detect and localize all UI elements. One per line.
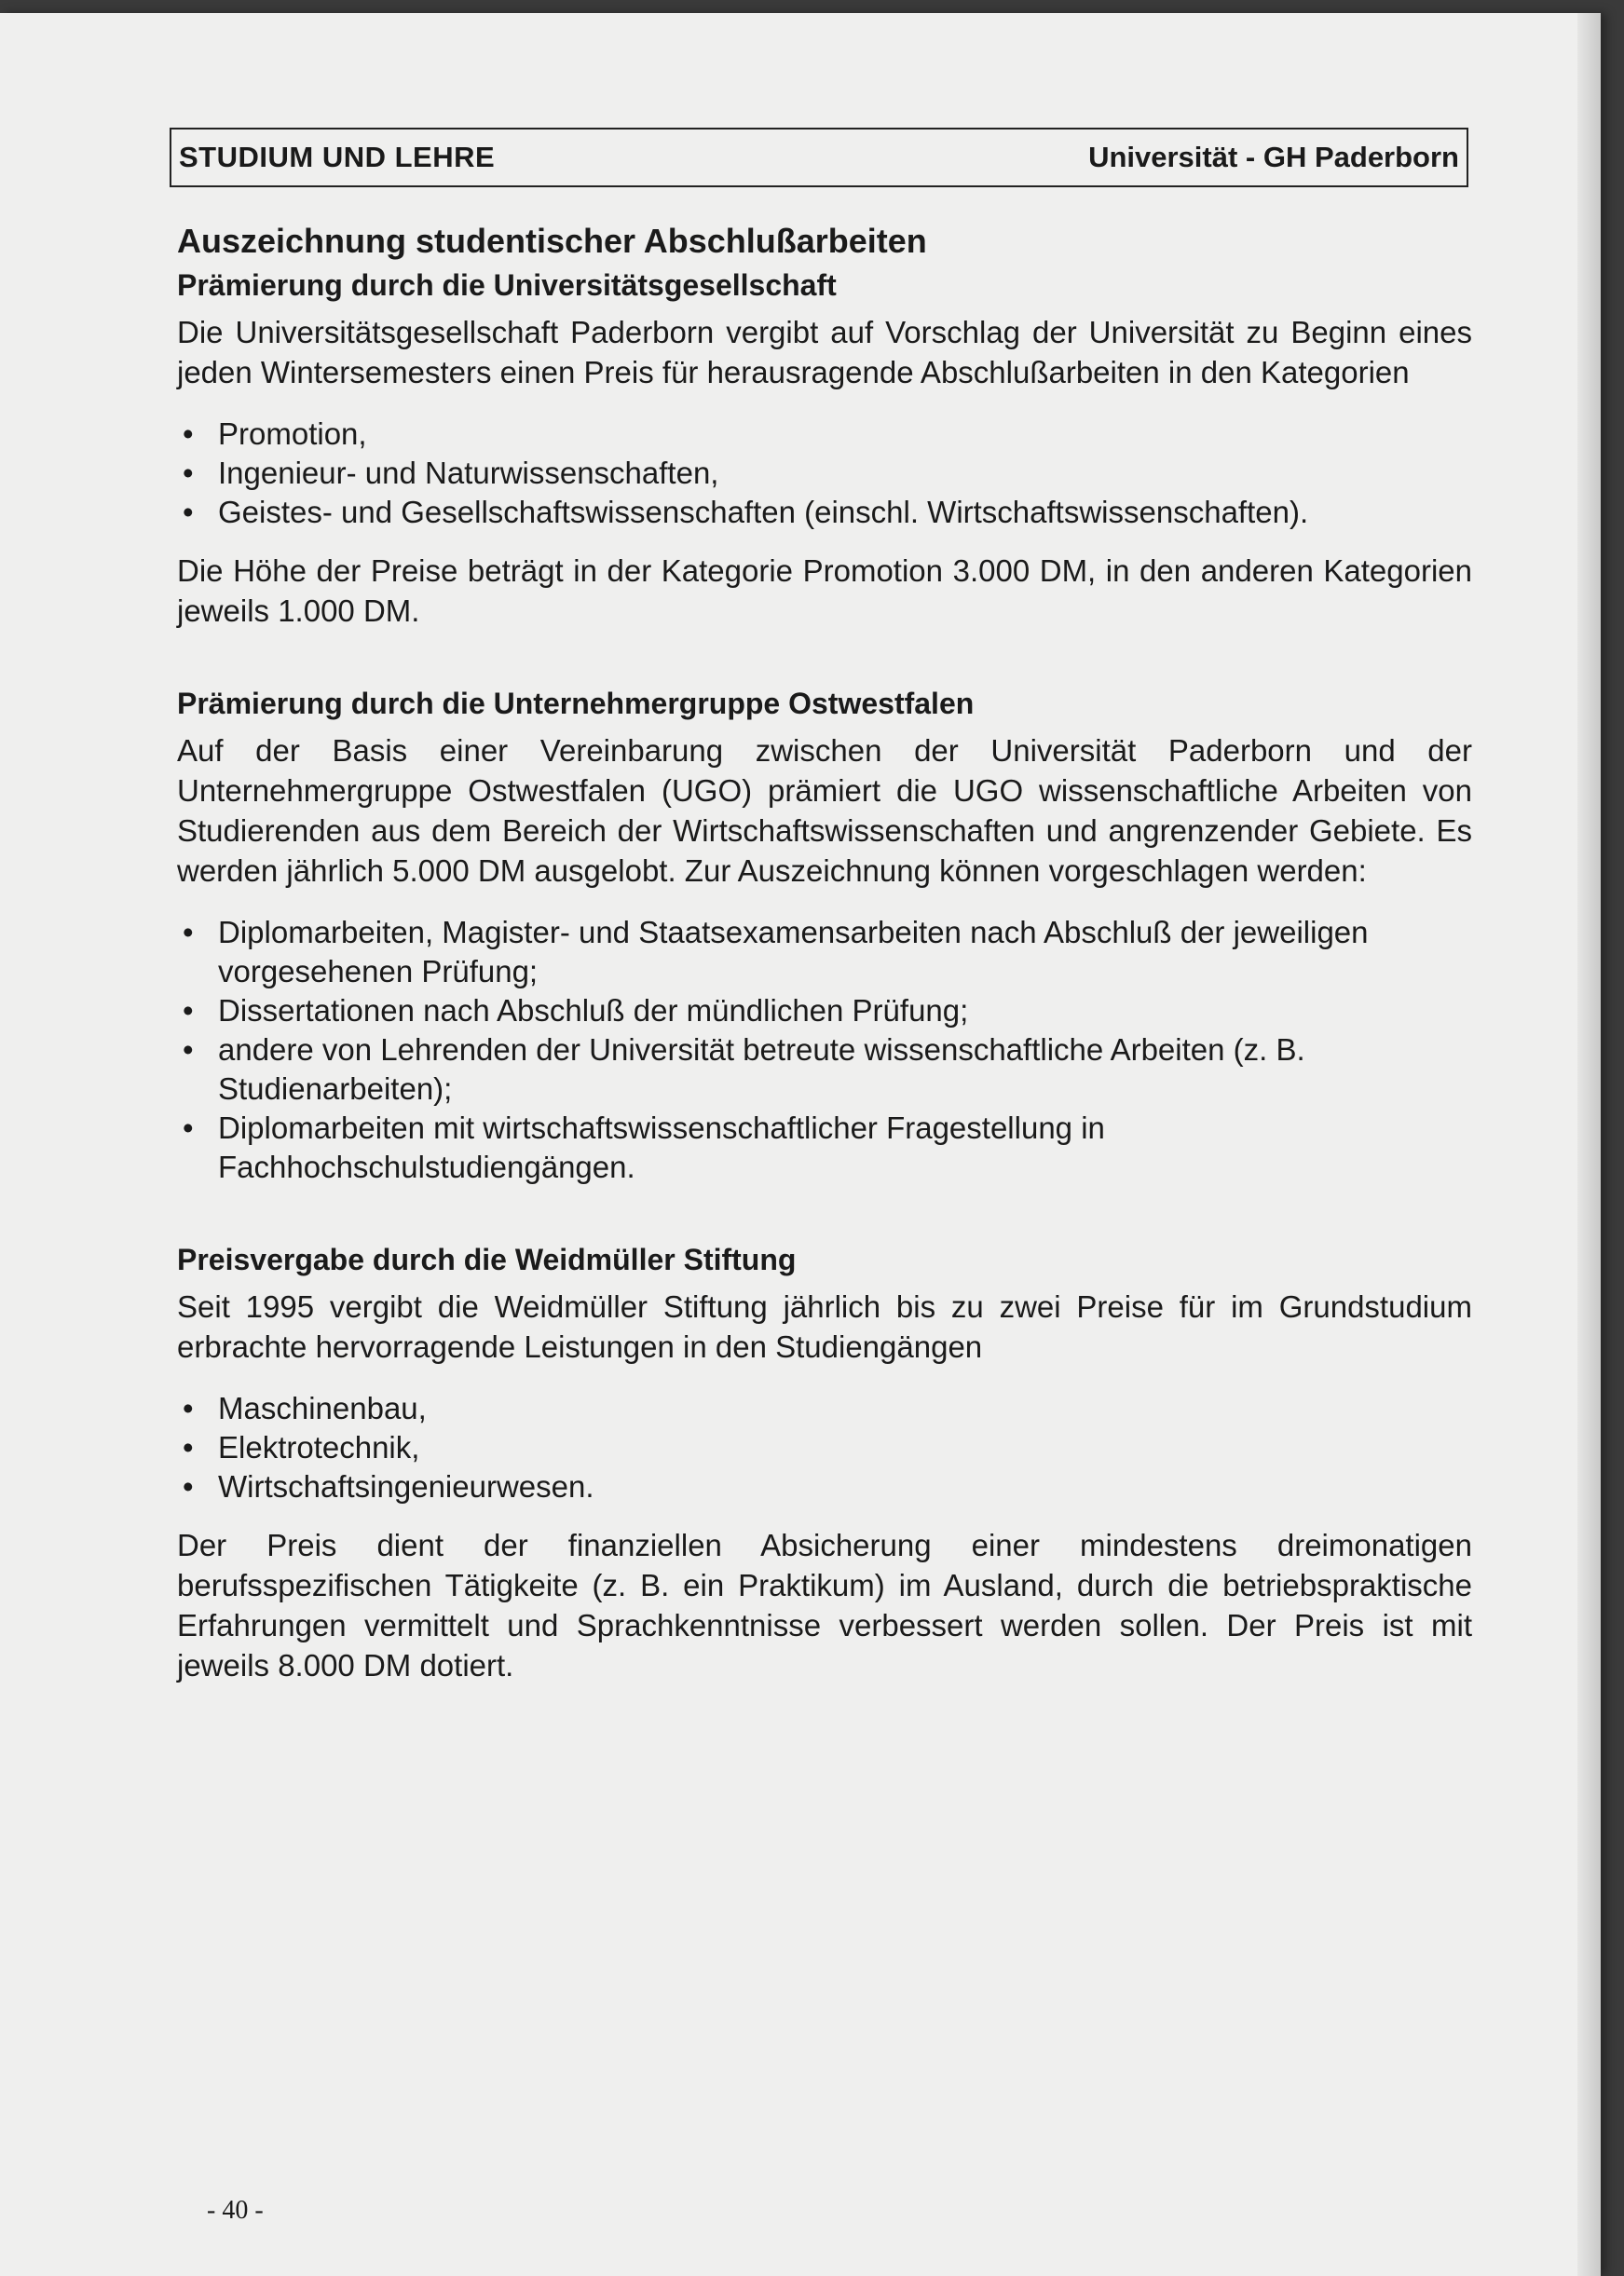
bullet-icon: • xyxy=(183,456,194,490)
eligible-works-list xyxy=(177,913,1472,1187)
section-unternehmergruppe xyxy=(177,687,1472,1187)
section-heading: Preisvergabe durch die Weidmüller Stiftung xyxy=(177,1243,797,1276)
list-item: • Diplomarbeiten mit wirtschaftswissenschaftlicher Fragestellung in Fachhochschulstudiengängen. xyxy=(183,1111,1105,1184)
bullet-icon: • xyxy=(183,1391,194,1425)
section-intro: Die Universitätsgesellschaft Paderborn vergibt auf Vorschlag der Universität zu Beginn eines jeden Wintersemesters einen Preis für herausragende Abschlußarbeiten in den Kategorien xyxy=(177,315,1472,389)
bullet-icon: • xyxy=(183,1032,194,1067)
running-header xyxy=(170,128,1468,187)
bullet-icon: • xyxy=(183,915,194,949)
list-item: • andere von Lehrenden der Universität betreute wissenschaftliche Arbeiten (z. B. Studienarbeiten); xyxy=(183,1032,1305,1106)
page-edge-shadow xyxy=(1577,13,1601,2276)
bullet-icon: • xyxy=(183,1469,194,1504)
section-intro: Auf der Basis einer Vereinbarung zwischen der Universität Paderborn und der Unternehmergruppe Ostwestfalen (UGO) prämiert die UGO wissenschaftliche Arbeiten von Studierenden aus dem Bereich der Wirtschaftswissenschaften und angrenzender Gebiete. Es werden jährlich 5.000 DM ausgelobt. Zur Auszeichnung können vorgeschlagen werden: xyxy=(177,733,1472,888)
bullet-icon: • xyxy=(183,416,194,451)
bullet-icon: • xyxy=(183,993,194,1028)
list-item: • Geistes- und Gesellschaftswissenschaften (einschl. Wirtschaftswissenschaften). xyxy=(177,493,1472,532)
list-item: • Ingenieur- und Naturwissenschaften, xyxy=(177,454,1472,493)
category-list xyxy=(177,415,1472,532)
list-item: • Promotion, xyxy=(177,415,1472,454)
section-outro: Die Höhe der Preise beträgt in der Kategorie Promotion 3.000 DM, in den anderen Kategorien jeweils 1.000 DM. xyxy=(177,553,1472,628)
bullet-icon: • xyxy=(183,495,194,529)
study-programs-list xyxy=(177,1389,1472,1506)
header-section-label: STUDIUM UND LEHRE xyxy=(179,141,496,173)
list-item: • Dissertationen nach Abschluß der mündlichen Prüfung; xyxy=(177,991,1472,1030)
page-number: - 40 - xyxy=(207,2196,264,2225)
main-content xyxy=(177,209,1472,1685)
section-intro: Seit 1995 vergibt die Weidmüller Stiftung jährlich bis zu zwei Preise für im Grundstudium erbrachte hervorragende Leistungen in den Studiengängen xyxy=(177,1289,1472,1364)
list-item: • Maschinenbau, xyxy=(177,1389,1472,1428)
page-title: Auszeichnung studentischer Abschlußarbeiten xyxy=(177,222,927,260)
section-heading: Prämierung durch die Universitätsgesellschaft xyxy=(177,268,837,302)
bullet-icon: • xyxy=(183,1111,194,1145)
bullet-icon: • xyxy=(183,1430,194,1465)
section-outro: Der Preis dient der finanziellen Absicherung einer mindestens dreimonatigen berufsspezifischen Tätigkeite (z. B. ein Praktikum) im Ausland, durch die betriebspraktische Erfahrungen vermittelt und Sprachkenntnisse verbessert werden sollen. Der Preis ist mit jeweils 8.000 DM dotiert. xyxy=(177,1528,1472,1683)
section-universitaetsgesellschaft xyxy=(177,268,1472,631)
section-heading: Prämierung durch die Unternehmergruppe Ostwestfalen xyxy=(177,687,975,720)
list-item: • Elektrotechnik, xyxy=(177,1428,1472,1467)
header-institution: Universität - GH Paderborn xyxy=(1088,141,1459,173)
list-item: • Wirtschaftsingenieurwesen. xyxy=(177,1467,1472,1506)
document-page xyxy=(0,13,1601,2276)
section-weidmueller-stiftung xyxy=(177,1243,1472,1685)
list-item: • Diplomarbeiten, Magister- und Staatsexamensarbeiten nach Abschluß der jeweiligen vorgesehenen Prüfung; xyxy=(183,915,1369,988)
